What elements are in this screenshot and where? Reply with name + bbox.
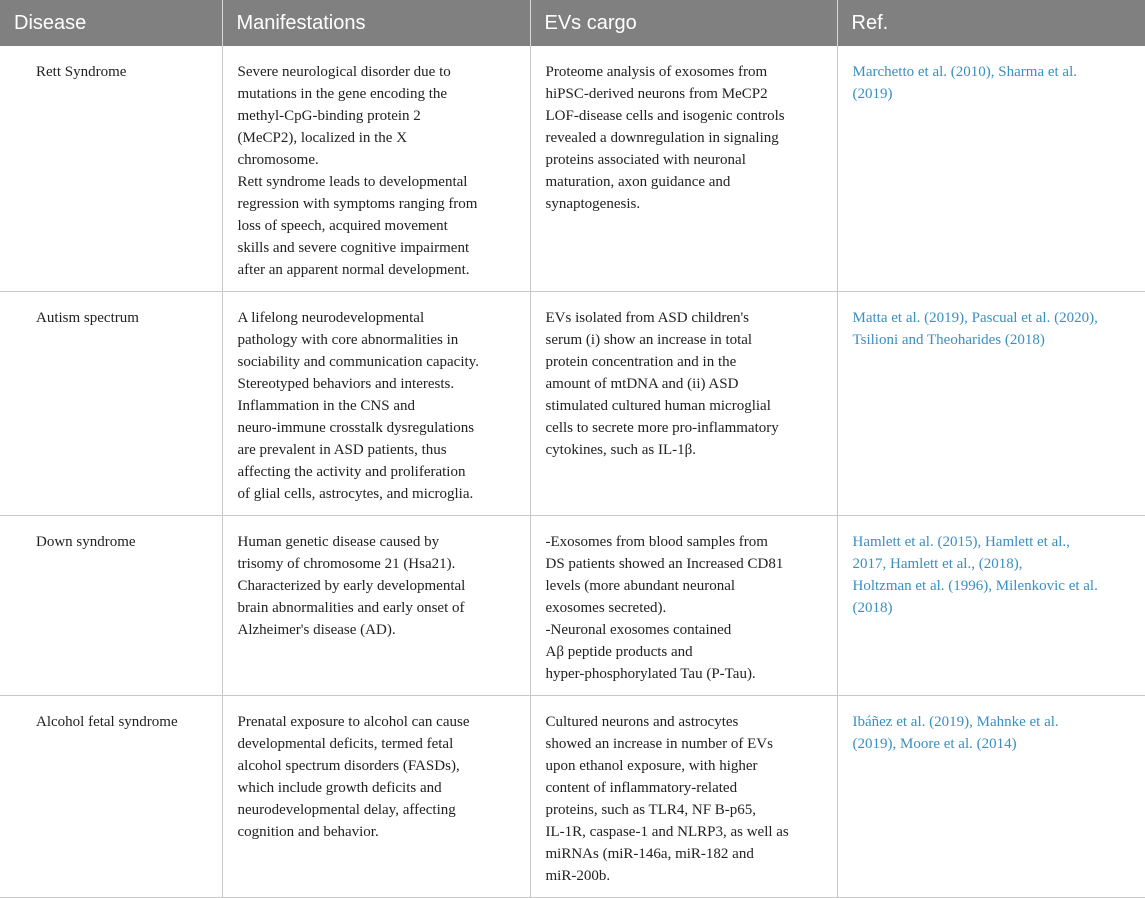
manifestations-line: Alzheimer's disease (AD). (237, 622, 396, 638)
evs-cargo-line: revealed a downregulation in signaling (545, 130, 779, 146)
evs-cargo-line: synaptogenesis. (545, 196, 641, 212)
evs-cargo-line: proteins associated with neuronal (545, 152, 746, 168)
manifestations-line: of glial cells, astrocytes, and microglia. (237, 486, 474, 502)
evs-cargo-line: showed an increase in number of EVs (545, 736, 773, 752)
manifestations-line: brain abnormalities and early onset of (237, 600, 465, 616)
manifestations-line: are prevalent in ASD patients, thus (237, 442, 447, 458)
evs-cargo-line: serum (i) show an increase in total (545, 332, 753, 348)
manifestations-line: after an apparent normal development. (237, 262, 470, 278)
evs-cargo-line: maturation, axon guidance and (545, 174, 731, 190)
manifestations-line: methyl-CpG-binding protein 2 (237, 108, 421, 124)
evs-cargo-line: exosomes secreted). (545, 600, 667, 616)
manifestations-cell (222, 516, 530, 696)
manifestations-line: pathology with core abnormalities in (237, 332, 459, 348)
header-ref: Ref. (837, 0, 1145, 46)
table-row (0, 516, 1145, 696)
manifestations-line: Rett syndrome leads to developmental (237, 174, 468, 190)
reference-link[interactable]: 2017, Hamlett et al., (2018), (852, 556, 1023, 572)
manifestations-line: alcohol spectrum disorders (FASDs), (237, 758, 460, 774)
reference-cell (837, 696, 1145, 898)
manifestations-line: skills and severe cognitive impairment (237, 240, 470, 256)
manifestations-line: mutations in the gene encoding the (237, 86, 448, 102)
reference-link[interactable]: Hamlett et al. (2015), Hamlett et al., (852, 534, 1070, 550)
reference-link[interactable]: (2019), Moore et al. (2014) (852, 736, 1017, 752)
table-row (0, 292, 1145, 516)
evs-cargo-line: amount of mtDNA and (ii) ASD (545, 376, 739, 392)
evs-cargo-line: EVs isolated from ASD children's (545, 310, 750, 326)
evs-cargo-line: Cultured neurons and astrocytes (545, 714, 739, 730)
reference-link[interactable]: (2018) (852, 600, 893, 616)
evs-cargo-line: miRNAs (miR-146a, miR-182 and (545, 846, 754, 862)
evs-cargo-line: Proteome analysis of exosomes from (545, 64, 768, 80)
manifestations-line: developmental deficits, termed fetal (237, 736, 454, 752)
manifestations-line: regression with symptoms ranging from (237, 196, 478, 212)
header-manifestations: Manifestations (222, 0, 530, 46)
evs-cargo-line: stimulated cultured human microglial (545, 398, 771, 414)
evs-cargo-line: upon ethanol exposure, with higher (545, 758, 758, 774)
manifestations-line: neurodevelopmental delay, affecting (237, 802, 456, 818)
reference-link[interactable]: Holtzman et al. (1996), Milenkovic et al. (852, 578, 1098, 594)
manifestations-line: chromosome. (237, 152, 319, 168)
manifestations-line: loss of speech, acquired movement (237, 218, 448, 234)
disease-cell: Alcohol fetal syndrome (0, 696, 222, 898)
manifestations-line: neuro-immune crosstalk dysregulations (237, 420, 475, 436)
manifestations-line: cognition and behavior. (237, 824, 379, 840)
reference-link[interactable]: (2019) (852, 86, 893, 102)
evs-cargo-line: Aβ peptide products and (545, 644, 693, 660)
manifestations-line: Inflammation in the CNS and (237, 398, 415, 414)
reference-link[interactable]: Marchetto et al. (2010), Sharma et al. (852, 64, 1078, 80)
reference-link[interactable]: Tsilioni and Theoharides (2018) (852, 332, 1045, 348)
evs-cargo-line: -Neuronal exosomes contained (545, 622, 732, 638)
manifestations-cell (222, 292, 530, 516)
header-evs-cargo: EVs cargo (530, 0, 837, 46)
manifestations-cell (222, 696, 530, 898)
evs-cargo-cell (530, 46, 837, 292)
manifestations-line: sociability and communication capacity. (237, 354, 479, 370)
evs-cargo-line: content of inflammatory-related (545, 780, 738, 796)
disease-cell: Rett Syndrome (0, 46, 222, 292)
evs-cargo-line: miR-200b. (545, 868, 611, 884)
manifestations-line: A lifelong neurodevelopmental (237, 310, 425, 326)
evs-cargo-line: -Exosomes from blood samples from (545, 534, 768, 550)
manifestations-line: Prenatal exposure to alcohol can cause (237, 714, 470, 730)
table-body (0, 46, 1145, 898)
evs-cargo-line: cytokines, such as IL-1β. (545, 442, 697, 458)
evs-cargo-cell (530, 696, 837, 898)
evs-cargo-line: protein concentration and in the (545, 354, 737, 370)
reference-cell (837, 46, 1145, 292)
manifestations-line: which include growth deficits and (237, 780, 442, 796)
table-row (0, 696, 1145, 898)
evs-cargo-line: proteins, such as TLR4, NF B-p65, (545, 802, 757, 818)
manifestations-line: Stereotyped behaviors and interests. (237, 376, 455, 392)
header-row (0, 0, 1145, 46)
evs-cargo-line: LOF-disease cells and isogenic controls (545, 108, 785, 124)
manifestations-line: affecting the activity and proliferation (237, 464, 466, 480)
disease-cell: Down syndrome (0, 516, 222, 696)
reference-cell (837, 292, 1145, 516)
reference-cell (837, 516, 1145, 696)
manifestations-cell (222, 46, 530, 292)
reference-link[interactable]: Matta et al. (2019), Pascual et al. (2020), (852, 310, 1098, 326)
evs-cargo-line: levels (more abundant neuronal (545, 578, 736, 594)
evs-cargo-line: IL-1R, caspase-1 and NLRP3, as well as (545, 824, 789, 840)
manifestations-line: trisomy of chromosome 21 (Hsa21). (237, 556, 456, 572)
evs-cargo-cell (530, 516, 837, 696)
disease-cell: Autism spectrum (0, 292, 222, 516)
evs-cargo-line: hiPSC-derived neurons from MeCP2 (545, 86, 768, 102)
manifestations-line: Characterized by early developmental (237, 578, 466, 594)
manifestations-line: Human genetic disease caused by (237, 534, 440, 550)
reference-link[interactable]: Ibáñez et al. (2019), Mahnke et al. (852, 714, 1059, 730)
evs-cargo-line: cells to secrete more pro-inflammatory (545, 420, 779, 436)
manifestations-line: (MeCP2), localized in the X (237, 130, 408, 146)
manifestations-line: Severe neurological disorder due to (237, 64, 451, 80)
table-row (0, 46, 1145, 292)
evs-cargo-cell (530, 292, 837, 516)
evs-cargo-line: DS patients showed an Increased CD81 (545, 556, 784, 572)
evs-cargo-line: hyper-phosphorylated Tau (P-Tau). (545, 666, 756, 682)
header-disease: Disease (0, 0, 222, 46)
